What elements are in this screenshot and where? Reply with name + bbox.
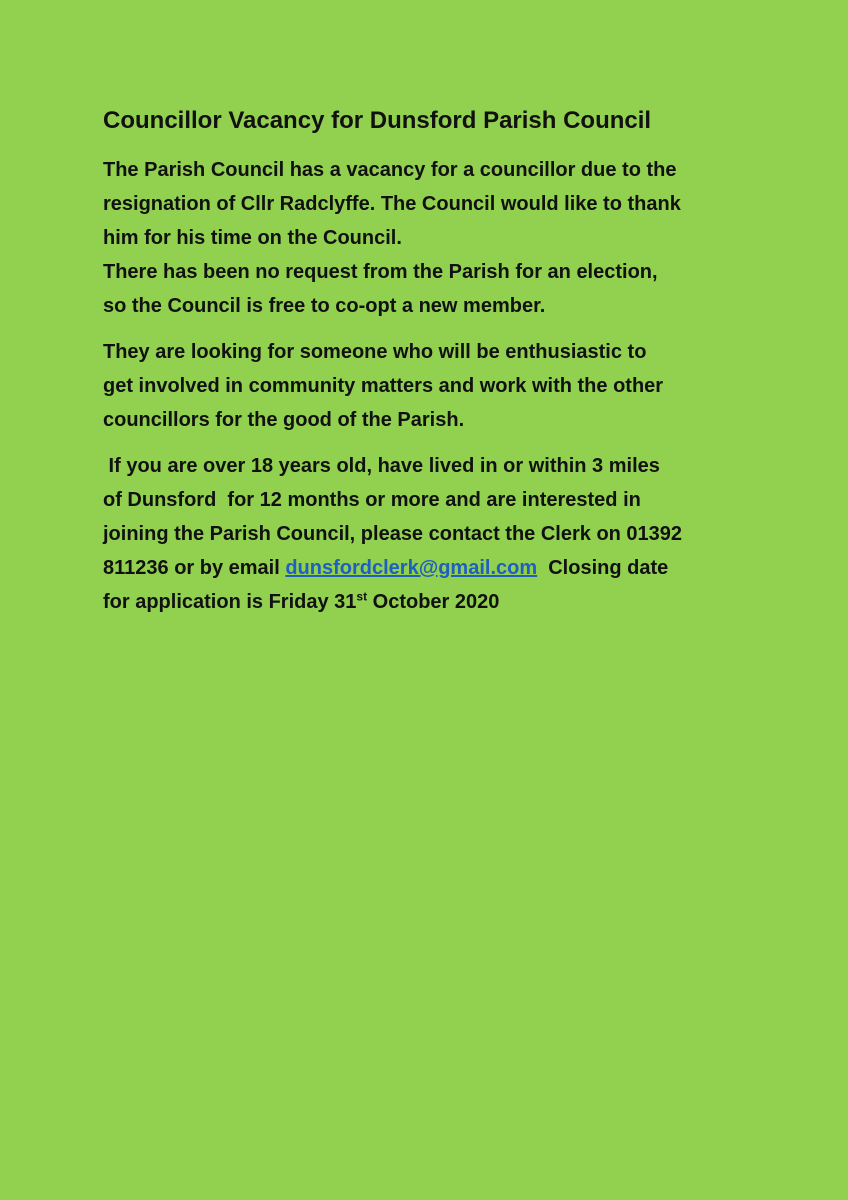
text-line: There has been no request from the Parish for an election, xyxy=(103,261,658,283)
text-line: councillors for the good of the Parish. xyxy=(103,409,465,431)
text-line: They are looking for someone who will be enthusiastic to xyxy=(103,341,647,363)
text-line: resignation of Cllr Radclyffe. The Council would like to thank xyxy=(103,193,681,215)
email-link[interactable]: dunsfordclerk@gmail.com xyxy=(285,557,538,579)
ordinal-suffix: st xyxy=(356,589,368,604)
text-line: The Parish Council has a vacancy for a councillor due to the xyxy=(103,159,677,181)
contact-prefix: 811236 or by email xyxy=(103,557,286,579)
paragraph-looking-for xyxy=(103,335,788,437)
text-line: him for his time on the Council. xyxy=(103,227,402,249)
closing-date-label: Closing date xyxy=(537,557,669,579)
closing-date-line xyxy=(103,585,788,619)
text-line: joining the Parish Council, please contact the Clerk on 01392 xyxy=(103,523,683,545)
closing-date-suffix: October 2020 xyxy=(367,591,500,613)
paragraph-eligibility xyxy=(103,449,788,619)
notice-title: Councillor Vacancy for Dunsford Parish Council xyxy=(103,107,652,134)
closing-date-prefix: for application is Friday 31 xyxy=(103,591,357,613)
text-line: get involved in community matters and work with the other xyxy=(103,375,664,397)
text-line: If you are over 18 years old, have lived in or within 3 miles xyxy=(103,455,660,477)
contact-line xyxy=(103,551,788,585)
text-line: of Dunsford for 12 months or more and are interested in xyxy=(103,489,641,511)
paragraph-vacancy xyxy=(103,153,788,323)
text-line: so the Council is free to co-opt a new member. xyxy=(103,295,546,317)
